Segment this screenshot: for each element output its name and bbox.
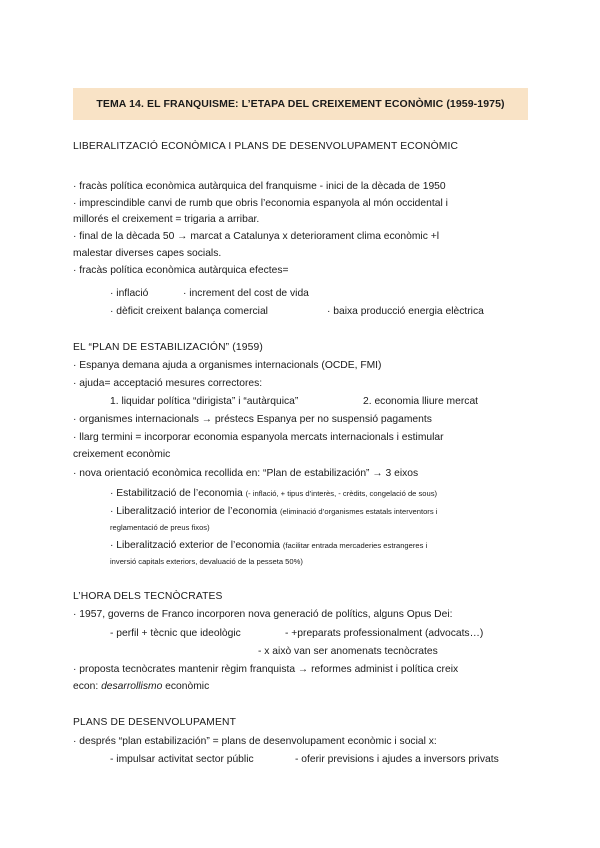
section-heading: EL “PLAN DE ESTABILIZACIÓN” (1959) (73, 342, 263, 353)
text-line (73, 680, 209, 694)
axis-title: · Liberalització exterior de l’economia (110, 540, 280, 551)
bullet-item: · baixa producció energia elèctrica (327, 306, 484, 317)
text-line: · fracàs política econòmica autàrquica efectes= (73, 265, 289, 276)
axis-note: (facilitar entrada mercaderies estrangeres i (282, 541, 428, 550)
text-line: · fracàs política econòmica autàrquica del franquisme - inici de la dècada de 1950 (73, 181, 446, 192)
bullet-item: - oferir previsions i ajudes a inversors privats (295, 754, 499, 765)
section-heading: PLANS DE DESENVOLUPAMENT (73, 717, 237, 728)
section-heading: L’HORA DELS TECNÒCRATES (73, 591, 223, 602)
bullet-item: · dèficit creixent balança comercial (110, 306, 268, 317)
axis-item (110, 487, 437, 501)
text-line: · imprescindible canvi de rumb que obris l’economia espanyola al món occidental i (73, 198, 448, 209)
bullet-item: 2. economia lliure mercat (363, 396, 479, 407)
text-line: · 1957, governs de Franco incorporen nova generació de polítics, alguns Opus Dei: (73, 609, 453, 620)
text-span: econ: (73, 681, 102, 692)
text-line: · llarg termini = incorporar economia espanyola mercats internacionals i estimular (73, 432, 444, 443)
bullet-item: - impulsar activitat sector públic (110, 754, 254, 765)
text-line: millorés el creixement = trigaria a arribar. (73, 214, 260, 225)
text-line: · ajuda= acceptació mesures correctores: (73, 378, 263, 389)
axis-item (110, 539, 427, 553)
title-banner (73, 88, 528, 120)
axis-note-cont: inversió capitals exteriors, devaluació de la pesseta 50%) (110, 557, 303, 566)
axis-title: · Liberalització interior de l’economia (110, 506, 278, 517)
text-line: · organismes internacionals → préstecs Espanya per no suspensió pagaments (73, 414, 432, 425)
bullet-item: - x això van ser anomenats tecnòcrates (258, 646, 438, 657)
bullet-item: · increment del cost de vida (183, 288, 309, 299)
italic-term: desarrollismo (101, 681, 163, 692)
bullet-item: - perfil + tècnic que ideològic (110, 628, 241, 639)
text-line: · Espanya demana ajuda a organismes internacionals (OCDE, FMI) (73, 360, 382, 371)
text-line: · nova orientació econòmica recollida en: “Plan de estabilización” → 3 eixos (73, 468, 419, 479)
axis-title: · Estabilització de l’economia (110, 488, 243, 499)
page-title: TEMA 14. EL FRANQUISME: L’ETAPA DEL CREIXEMENT ECONÒMIC (1959-1975) (96, 98, 505, 110)
bullet-item: 1. liquidar política “dirigista” i “autàrquica” (110, 396, 299, 407)
text-line: malestar diverses capes socials. (73, 248, 222, 259)
text-line: · final de la dècada 50 → marcat a Catalunya x deteriorament clima econòmic +l (73, 231, 440, 242)
axis-note: (eliminació d’organismes estatals interventors i (280, 507, 438, 516)
axis-note-cont: reglamentació de preus fixos) (110, 523, 210, 532)
bullet-item: · inflació (110, 288, 149, 299)
text-line: · proposta tecnòcrates mantenir règim franquista → reformes administ i política creix (73, 664, 459, 675)
text-line: creixement econòmic (73, 449, 171, 460)
axis-item (110, 505, 437, 519)
axis-note: (- inflació, + tipus d’interès, - crèdits, congelació de sous) (245, 489, 438, 498)
bullet-item: - +preparats professionalment (advocats…) (285, 628, 484, 639)
text-span: econòmic (162, 681, 210, 692)
section-heading: LIBERALITZACIÓ ECONÒMICA I PLANS DE DESENVOLUPAMENT ECONÒMIC (73, 141, 459, 152)
text-line: · després “plan estabilización” = plans de desenvolupament econòmic i social x: (73, 736, 437, 747)
